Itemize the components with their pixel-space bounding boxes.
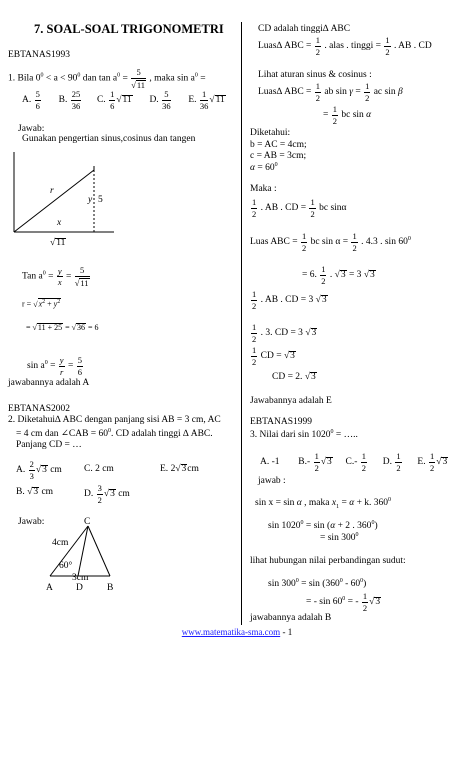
periodicity-rule: sin x = sin α , maka $x_1 = \alpha + k$. $360^0$ [255, 497, 392, 511]
relation-note: lihat hubungan nilai perbandingan sudut: [250, 556, 406, 566]
fig2-vertex-c: C [84, 517, 91, 527]
option-3d: D. $\frac{1}{2}$ [382, 451, 401, 473]
sin-equation: $\sin a^0$ = $\frac{y}{r}$ = $\frac{5}{6}$ [27, 355, 82, 377]
fig1-base-label: √11 [50, 238, 66, 248]
answer-label-2: Jawab: [18, 517, 45, 527]
fig2-vertex-a: A [46, 583, 53, 593]
calc-4: = - $\sin 60^0$ = - $\frac{1}{2}$ √3 [306, 591, 381, 613]
source-label-3: EBTANAS1999 [250, 417, 313, 427]
fig2-angle-label: 60° [59, 561, 73, 571]
answer-3: jawabannya adalah B [250, 613, 332, 623]
step-5: CD = 2. √3 [272, 372, 316, 382]
step-4: $\frac{1}{2}$ CD = √3 [252, 345, 295, 367]
maka-label: Maka : [250, 184, 277, 194]
option-1d: D. $\frac{5}{36}$ [149, 89, 171, 111]
column-divider [241, 22, 242, 625]
source-label-2: EBTANAS2002 [8, 404, 71, 414]
option-1a: A. $\frac{5}{6}$ [22, 89, 40, 111]
fig2-vertex-b: B [107, 583, 114, 593]
tan-equation: Tan $a^0$ = $\frac{y}{x}$ = $\frac{5}{√11}$ [22, 265, 89, 288]
website-link[interactable]: www.matematika-sma.com [181, 627, 281, 637]
answer-2: Jawabannya adalah E [250, 396, 332, 406]
question-2-line-1: 2. Diketahui∆ ABC dengan panjang sisi AB = 3 cm, AC [8, 415, 221, 425]
option-1b: B. $\frac{25}{36}$ [58, 89, 81, 111]
option-2e: E. 2√3cm [160, 464, 199, 474]
known-label: Diketahui: [250, 128, 291, 138]
cd-note: CD adalah tinggi∆ ABC [258, 24, 351, 34]
page-footer: www.matematika-sma.com - 1 [181, 627, 293, 637]
step-3: $\frac{1}{2}$ . 3. CD = 3 √3 [252, 322, 317, 344]
options-q1 [22, 90, 226, 110]
option-1c: C. $\frac{1}{6}$ √11 [96, 89, 132, 111]
question-3: 3. Nilai dari $\sin 1020^0$ = ….. [250, 429, 358, 441]
fig1-r-label: r [50, 186, 54, 196]
page-number: 1 [287, 627, 293, 637]
option-1e: E. $\frac{1}{36}$ √11 [188, 89, 225, 111]
question-1: 1. Bila $0^0 < a < 90^0$ dan $\tan a^0$ = $\frac{5}{√11}$ , maka $\sin a^0$ = [8, 67, 206, 90]
answer-label-1: Jawab: [18, 124, 45, 134]
options-q3 [260, 452, 448, 472]
option-3c: C.- $\frac{1}{2}$ [345, 451, 367, 473]
option-2d: D. $\frac{3}{2}$ √3 cm [84, 483, 130, 505]
rule-note: Lihat aturan sinus & cosinus : [258, 70, 372, 80]
area-formula-4: Luas ABC = $\frac{1}{2}$ bc sin α = $\frac{1}{2}$ . 4.3 . $\sin 60^0$ [250, 231, 411, 253]
answer-1: jawabannya adalah A [8, 378, 90, 388]
question-2-line-2: = 4 cm dan ∠CAB = $60^0$. CD adalah tinggi ∆ ABC. [16, 428, 213, 440]
calc-2: = $\sin 300^0$ [320, 532, 359, 544]
fig1-five-label: 5 [98, 195, 103, 205]
area-formula-1: Luas∆ ABC = $\frac{1}{2}$ . alas . tinggi = $\frac{1}{2}$ . AB . CD [258, 35, 432, 57]
calc-3: $\sin 300^0 = \sin (360^0 - 60^0)$ [268, 578, 367, 590]
step-1: $\frac{1}{2}$ . AB . CD = $\frac{1}{2}$ bc sinα [252, 197, 347, 219]
option-3a: A. -1 [260, 457, 280, 468]
answer-label-3: jawab : [258, 476, 286, 486]
option-3b: B.- $\frac{1}{2}$ √3 [298, 451, 332, 473]
hint-text: Gunakan pengertian sinus,cosinus dan tangen [22, 134, 196, 144]
result-1: = 6. $\frac{1}{2}$ . √3 = 3 √3 [302, 264, 375, 286]
area-formula-3: = $\frac{1}{2}$ bc sin α [323, 104, 372, 126]
r-equation-2: = √11 + 25 = √36 = 6 [26, 323, 99, 332]
option-2a: A. $\frac{2}{3}$ √3 cm [16, 459, 62, 481]
calc-1: $\sin 1020^0 = \sin (\alpha + 2$ . $360^0$) [268, 520, 378, 532]
option-3e: E. $\frac{1}{2}$ √3 [417, 451, 448, 473]
page-title: 7. SOAL-SOAL TRIGONOMETRI [34, 22, 224, 36]
known-alpha: $\alpha = 60^0$ [250, 162, 278, 174]
area-formula-2: Luas∆ ABC = $\frac{1}{2}$ ab sin γ = $\frac{1}{2}$ ac sin β [258, 81, 403, 103]
fig1-x-label: x [57, 218, 62, 228]
question-2-line-3: Panjang CD = … [16, 440, 82, 450]
known-b: b = AC = 4cm; [250, 140, 307, 150]
option-2b: B. √3 cm [16, 487, 54, 497]
known-c: c = AB = 3cm; [250, 151, 307, 161]
option-2c: C. 2 cm [84, 464, 114, 474]
r-equation: $r = √x^2 + y^2$ [22, 299, 61, 309]
fig2-vertex-d: D [76, 583, 83, 593]
source-label-1: EBTANAS1993 [8, 50, 71, 60]
step-2: $\frac{1}{2}$ . AB . CD = 3 √3 [252, 289, 327, 311]
fig1-y-label: y [88, 195, 93, 205]
fig2-side-label: 4cm [52, 538, 69, 548]
fig2-base-label: 3cm [72, 573, 89, 583]
